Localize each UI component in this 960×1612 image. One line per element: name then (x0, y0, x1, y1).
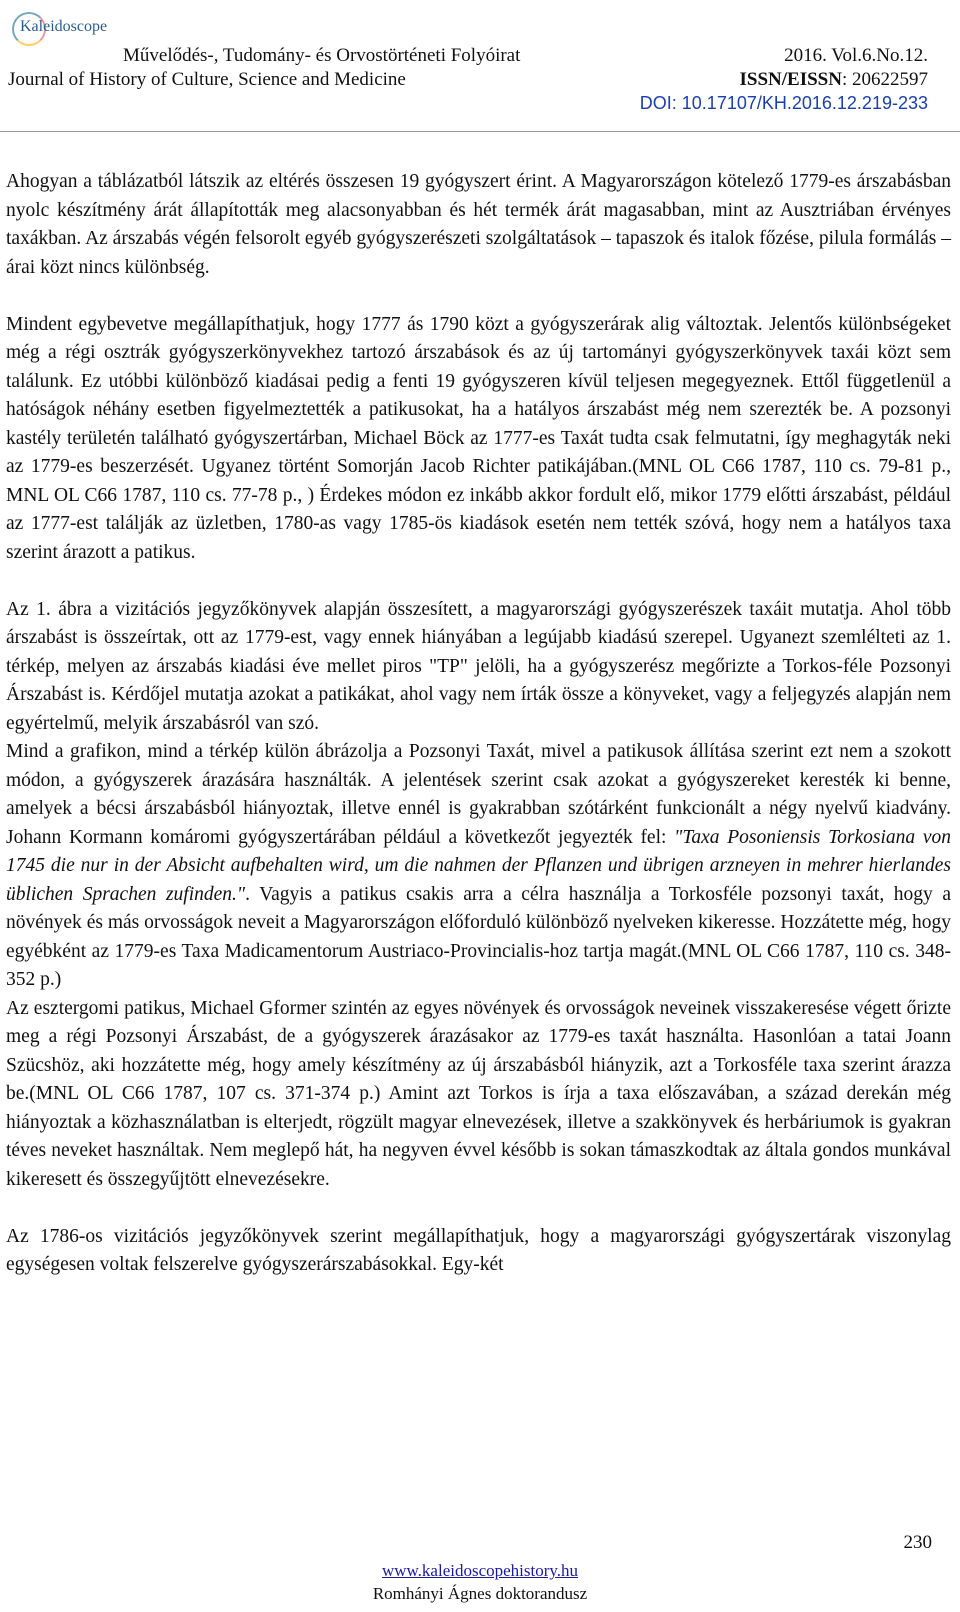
paragraph-5: Az esztergomi patikus, Michael Gformer szintén az egyes növények és orvosságok neveinek visszakeresése végett őrizte meg a régi Pozsonyi Árszabást, de a gyógyszerek árazásakor az 1779-es taxát használta. Hasonlóan a tatai Joann Szücshöz, aki hozzátette még, hogy amely készítmény az új árszabásból hiányzik, azt a Torkosféle taxa szerint árazza be.(MNL OL C66 1787, 107 cs. 371-374 p.) Amint azt Torkos is írja a taxa előszavában, a század derekán még hiányoztak a közhasználatban is elterjedt, rögzült magyar elnevezések, illetve a szakkönyvek és herbáriumok is gyakran téves neveket használtak. Nem meglepő hát, ha negyven évvel később is sokan támaszkodtak az általa gondos munkával kikeresett és összegyűjtött elnevezésekre. (6, 997, 951, 1190)
paragraph-3: Az 1. ábra a vizitációs jegyzőkönyvek alapján összesített, a magyarországi gyógyszerészek taxáit mutatja. Ahol több árszabást is összeírtak, ott az 1779-est, vagy ennek hiányában a legújabb kiadású szerepel. Ugyanezt szemlélteti az 1. térkép, melyen az árszabás kiadási éve mellet piros "TP" jelöli, ha a gyógyszerész megőrizte a Torkos-féle Pozsonyi Árszabást is. Kérdőjel mutatja azokat a patikákat, ahol vagy nem írták össze a könyveket, vagy a feljegyzés alapján nem egyértelmű, melyik árszabásról van szó. (6, 598, 951, 734)
journal-title-en: Journal of History of Culture, Science and Medicine (8, 69, 406, 90)
page-header (0, 0, 960, 140)
paragraph-4-quote: "Taxa Posoniensis Torkosiana von 1745 die nur in der Absicht aufbehalten wird, um die nahmen der Pflanzen und übrigen arzneyen in mehrer hierlandes üblichen Sprachen zufinden." (6, 826, 951, 905)
paragraph-6: Az 1786-os vizitációs jegyzőkönyvek szerint megállapíthatjuk, hogy a magyarországi gyógyszertárak viszonylag egységesen voltak felszerelve gyógyszerárszabásokkal. Egy-két (6, 1225, 951, 1275)
article-body (6, 168, 951, 1280)
header-divider (0, 131, 960, 132)
journal-logo (6, 8, 106, 48)
issue-info: 2016. Vol.6.No.12. (784, 45, 928, 66)
paragraph-4-text-a: Mind a grafikon, mind a térkép külön ábrázolja a Pozsonyi Taxát, mivel a patikusok állítása szerint ezt nem a szokott módon, a gyógyszerek árazására használták. A jelentések szerint csak azokat a gyógyszereket keresték ki benne, amelyek a bécsi árszabásból hiányoztak, illetve ennél is gyakrabban szótárként funkcionált a négy nyelvű kiadvány. Johann Kormann komáromi gyógyszertárában például a következőt jegyezték fel: (6, 741, 951, 848)
paragraph-4-text-b: . Vagyis a patikus csakis arra a célra használja a Torkosféle pozsonyi taxát, hogy a növények és más orvosságok neveit a Magyarországon előforduló különböző nyelveken kikeresse. Hozzátette még, hogy egyébként az 1779-es Taxa Madicamentorum Austriaco-Provincialis-hoz tartja magát.(MNL OL C66 1787, 110 cs. 348-352 p.) (6, 883, 951, 990)
paragraph-2: Mindent egybevetve megállapíthatjuk, hogy 1777 ás 1790 közt a gyógyszerárak alig változtak. Jelentős különbségeket még a régi osztrák gyógyszerkönyvekhez tartozó árszabások és az új tartományi gyógyszerkönyvek taxái közt sem találunk. Ez utóbbi különböző kiadásai pedig a fenti 19 gyógyszeren kívül teljesen megegyeznek. Ettől függetlenül a hatóságok néhány esetben figyelmeztették a patikusokat, ha a hatályos árszabást még nem szerezték be. A pozsonyi kastély területén található gyógyszertárban, Michael Böck az 1777-es Taxát tudta csak felmutatni, így meghagyták neki az 1779-es beszerzését. Ugyanez történt Somorján Jacob Richter patikájában.(MNL OL C66 1787, 110 cs. 79-81 p., MNL OL C66 1787, 110 cs. 77-78 p., ) Érdekes módon ez inkább akkor fordult elő, mikor 1779 előtti árszabást, például az 1777-est találják az üzletben, 1780-as vagy 1785-ös kiadások esetén nem tették szóvá, hogy nem a hatályos taxa szerint árazott a patikus. (6, 313, 951, 563)
journal-title-hu: Művelődés-, Tudomány- és Orvostörténeti Folyóirat (123, 45, 521, 66)
issn-value: : 20622597 (841, 69, 928, 90)
doi-link[interactable]: DOI: 10.17107/KH.2016.12.219-233 (639, 93, 928, 113)
issn-label: ISSN/EISSN (739, 69, 842, 90)
logo-text: Kaleidoscope (20, 18, 108, 35)
footer-website-link[interactable]: www.kaleidoscopehistory.hu (381, 1561, 579, 1580)
footer-author: Romhányi Ágnes doktorandusz (372, 1584, 588, 1603)
page-number: 230 (903, 1532, 932, 1553)
paragraph-4 (6, 738, 951, 995)
issn-info (740, 69, 928, 91)
paragraph-1: Ahogyan a táblázatból látszik az eltérés összesen 19 gyógyszert érint. A Magyarországon kötelező 1779-es árszabásban nyolc készítmény árát állapították meg alacsonyabban és hét termék árát magasabban, mint az Ausztriában érvényes taxákban. Az árszabás végén felsorolt egyéb gyógyszerészeti szolgáltatások – tapaszok és italok főzése, pilula formálás – árai közt nincs különbség. (6, 171, 951, 278)
